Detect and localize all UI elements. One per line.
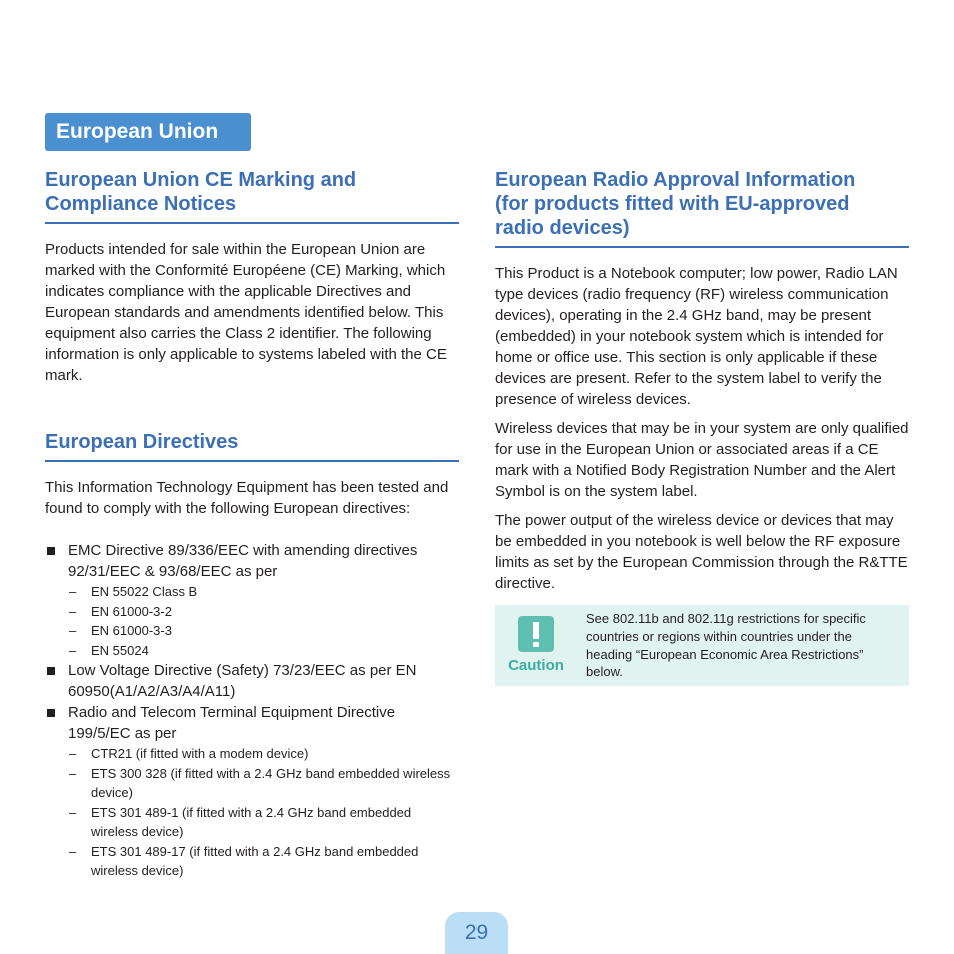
- caution-note: [495, 605, 909, 686]
- dash-marker: –: [69, 584, 77, 599]
- dash-marker: –: [69, 765, 77, 781]
- directives-list: [45, 540, 459, 881]
- dash-marker: –: [69, 804, 77, 820]
- radio-paragraph-2: Wireless devices that may be in your system are only qualified for use in the European Union or associated areas if a CE mark with a Notified Body Registration Number and the Alert Symbol is on the system label.: [495, 420, 909, 500]
- section-title-badge: [45, 113, 251, 151]
- sub-item: [45, 764, 459, 803]
- dash-marker: –: [69, 642, 77, 658]
- radio-paragraph-3: The power output of the wireless device or devices that may be embedded in you notebook is well below the RF exposure limits as set by the European Commission through the R&TTE directive.: [495, 512, 908, 592]
- sub-item-text: EN 55022 Class B: [91, 584, 198, 599]
- section-title: European Union: [56, 120, 219, 143]
- ce-marking-body: Products intended for sale within the European Union are marked with the Conformité Européene (CE) Marking, which indicates compliance with the applicable Directives and European standards and amendments identified below. This equipment also carries the Class 2 identifier. The following information is only applicable to systems labeled with the CE mark.: [45, 241, 447, 384]
- dash-marker: –: [69, 746, 77, 761]
- ce-marking-heading: [45, 168, 459, 224]
- directive-item-radio-telecom: [45, 702, 459, 744]
- sub-item-text: CTR21 (if fitted with a modem device): [91, 746, 309, 761]
- directive-item-low-voltage: [45, 660, 459, 702]
- ce-heading-line-2: Compliance Notices: [45, 193, 237, 215]
- directives-heading: [45, 430, 459, 462]
- square-bullet-icon: [47, 667, 55, 675]
- directives-heading-text: European Directives: [45, 431, 239, 453]
- exclamation-icon: [518, 616, 554, 652]
- sub-item: [45, 842, 459, 881]
- directive-text: Radio and Telecom Terminal Equipment Directive 199/5/EC as per: [68, 704, 396, 742]
- radio-heading-line-1: European Radio Approval Information: [495, 169, 856, 191]
- sub-item: [45, 744, 459, 764]
- caution-label: Caution: [508, 657, 564, 674]
- sub-item-text: EN 61000-3-3: [91, 623, 172, 638]
- sub-item-text: ETS 301 489-1 (if fitted with a 2.4 GHz band embedded wireless device): [91, 804, 412, 839]
- radio-heading-line-2: (for products fitted with EU-approved: [495, 193, 850, 215]
- square-bullet-icon: [47, 709, 55, 717]
- directive-text: Low Voltage Directive (Safety) 73/23/EEC as per EN 60950(A1/A2/A3/A4/A11): [68, 662, 417, 700]
- radio-approval-heading: [495, 168, 909, 248]
- directives-intro: This Information Technology Equipment has been tested and found to comply with the following European directives:: [45, 479, 449, 517]
- sub-item-text: EN 55024: [91, 642, 149, 658]
- dash-marker: –: [69, 603, 77, 619]
- sub-item-text: ETS 300 328 (if fitted with a 2.4 GHz band embedded wireless device): [91, 765, 451, 800]
- sub-item: [45, 641, 459, 661]
- sub-item-text: ETS 301 489-17 (if fitted with a 2.4 GHz band embedded wireless device): [91, 843, 419, 878]
- directive-item-emc: [45, 540, 459, 582]
- sub-item: [45, 621, 459, 641]
- caution-text: See 802.11b and 802.11g restrictions for specific countries or regions within countries under the heading “European Economic Area Restrictions” below.: [586, 611, 866, 680]
- dash-marker: –: [69, 843, 77, 859]
- sub-item: [45, 602, 459, 622]
- sub-item: [45, 582, 459, 602]
- radio-heading-line-3: radio devices): [495, 217, 630, 239]
- square-bullet-icon: [47, 547, 55, 555]
- sub-item-text: EN 61000-3-2: [91, 603, 172, 619]
- sub-item: [45, 803, 459, 842]
- radio-paragraph-1: This Product is a Notebook computer; low power, Radio LAN type devices (radio frequency (RF) wireless communication devices), operating in the 2.4 GHz band, may be present (embedded) in your notebook system which is intended for home or office use. This section is only applicable if these devices are present. Refer to the system label to verify the presence of wireless devices.: [495, 265, 898, 408]
- ce-heading-line-1: European Union CE Marking and: [45, 169, 357, 191]
- page-number: 29: [445, 912, 508, 954]
- directive-text: EMC Directive 89/336/EEC with amending directives 92/31/EEC & 93/68/EEC as per: [68, 542, 418, 580]
- dash-marker: –: [69, 623, 77, 638]
